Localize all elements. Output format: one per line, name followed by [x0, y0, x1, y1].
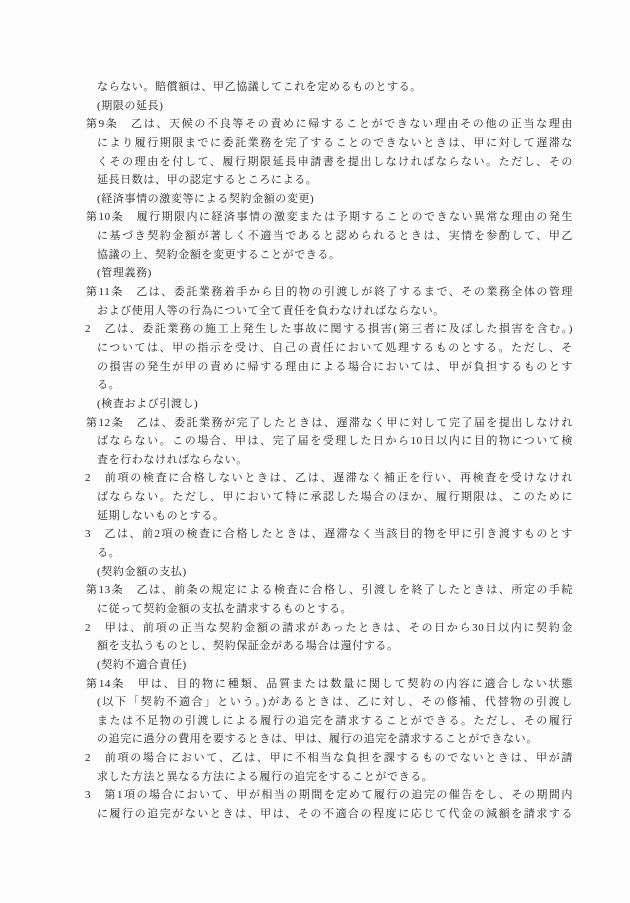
text-line: または不足物の引渡しによる履行の追完を請求することができる。ただし、その履行	[97, 714, 573, 727]
text-line: により履行期限までに委託業務を完了することのできないときは、甲に対して遅滞な	[97, 136, 573, 149]
text-line: (以下「契約不適合」という。)があるときは、乙に対し、その修補、代替物の引渡し	[97, 696, 573, 709]
text-line: (経済事情の激変等による契約金額の変更)	[97, 192, 315, 205]
text-line: については、甲の指示を受け、自己の責任において処理するものとする。ただし、そ	[97, 341, 573, 354]
text-line: および使用人等の行為について全て責任を負わなければならない。	[97, 304, 445, 317]
text-line: る。	[97, 547, 121, 560]
text-line: 協議の上、契約金額を変更することができる。	[97, 248, 341, 261]
text-line: (期限の延長)	[97, 99, 164, 112]
text-line: 延期しないものとする。	[97, 509, 225, 522]
text-line: の損害の発生が甲の責めに帰する理由による場合においては、甲が負担するものとす	[97, 360, 573, 373]
text-line: 第14条 甲は、目的物に種類、品質または数量に関して契約の内容に適合しない状態	[86, 677, 573, 690]
text-line: 3 第1項の場合において、甲が相当の期間を定めて履行の追完の催告をし、その期間内	[85, 789, 573, 802]
text-line: 第12条 乙は、委託業務が完了したときは、遅滞なく甲に対して完了届を提出しなけれ	[86, 416, 573, 429]
text-line: 2 前項の検査に合格しないときは、乙は、遅滞なく補正を行い、再検査を受けなけれ	[85, 472, 573, 485]
text-line: 第11条 乙は、委託業務着手から目的物の引渡しが終了するまで、その業務全体の管理	[86, 286, 573, 299]
text-line: に履行の追完がないときは、甲は、その不適合の程度に応じて代金の減額を請求する	[97, 807, 573, 820]
text-line: くその理由を付して、履行期限延長申請書を提出しなければならない。ただし、その	[97, 155, 573, 168]
text-line: (管理義務)	[97, 267, 152, 280]
text-line: ばならない。ただし、甲において特に承認した場合のほか、履行期限は、このために	[97, 491, 573, 504]
text-line: 求した方法と異なる方法による履行の追完をすることができる。	[97, 770, 434, 783]
text-line: (検査および引渡し)	[97, 397, 199, 410]
text-line: る。	[97, 379, 121, 392]
text-line: ならない。賠償額は、甲乙協議してこれを定めるものとする。	[97, 81, 422, 93]
text-line: に基づき契約金額が著しく不適当であると認められるときは、実情を参酌して、甲乙	[97, 230, 573, 243]
text-line: 第13条 乙は、前条の規定による検査に合格し、引渡しを終了したときは、所定の手続	[86, 584, 573, 597]
text-line: 額を支払うものとし、契約保証金がある場合は還付する。	[97, 640, 399, 653]
text-line: 2 乙は、委託業務の施工上発生した事故に関する損害(第三者に及ぼした損害を含む。)	[85, 323, 573, 336]
text-line: に従って契約金額の支払を請求するものとする。	[97, 602, 353, 615]
text-line: ばならない。この場合、甲は、完了届を受理した日から10日以内に目的物について検	[97, 435, 573, 448]
text-line: 延長日数は、甲の認定するところによる。	[97, 174, 318, 187]
text-line: (契約不適合責任)	[97, 658, 187, 671]
text-line: 3 乙は、前2項の検査に合格したときは、遅滞なく当該目的物を甲に引き渡すものとす	[85, 528, 573, 541]
text-line: 2 甲は、前項の正当な契約金額の請求があったときは、その日から30日以内に契約金	[85, 621, 573, 634]
text-line: 第9条 乙は、天候の不良等その責めに帰することができない理由その他の正当な理由	[86, 118, 573, 131]
text-line: の追完に過分の費用を要するときは、甲は、履行の追完を請求することができない。	[97, 733, 538, 746]
text-line: (契約金額の支払)	[97, 565, 187, 578]
text-line: 第10条 履行期限内に経済事情の激変または予期することのできない異常な理由の発生	[86, 211, 573, 224]
text-line: 2 前項の場合において、乙は、甲に不相当な負担を課するものでないときは、甲が請	[85, 752, 573, 765]
text-line: 査を行わなければならない。	[97, 453, 248, 466]
